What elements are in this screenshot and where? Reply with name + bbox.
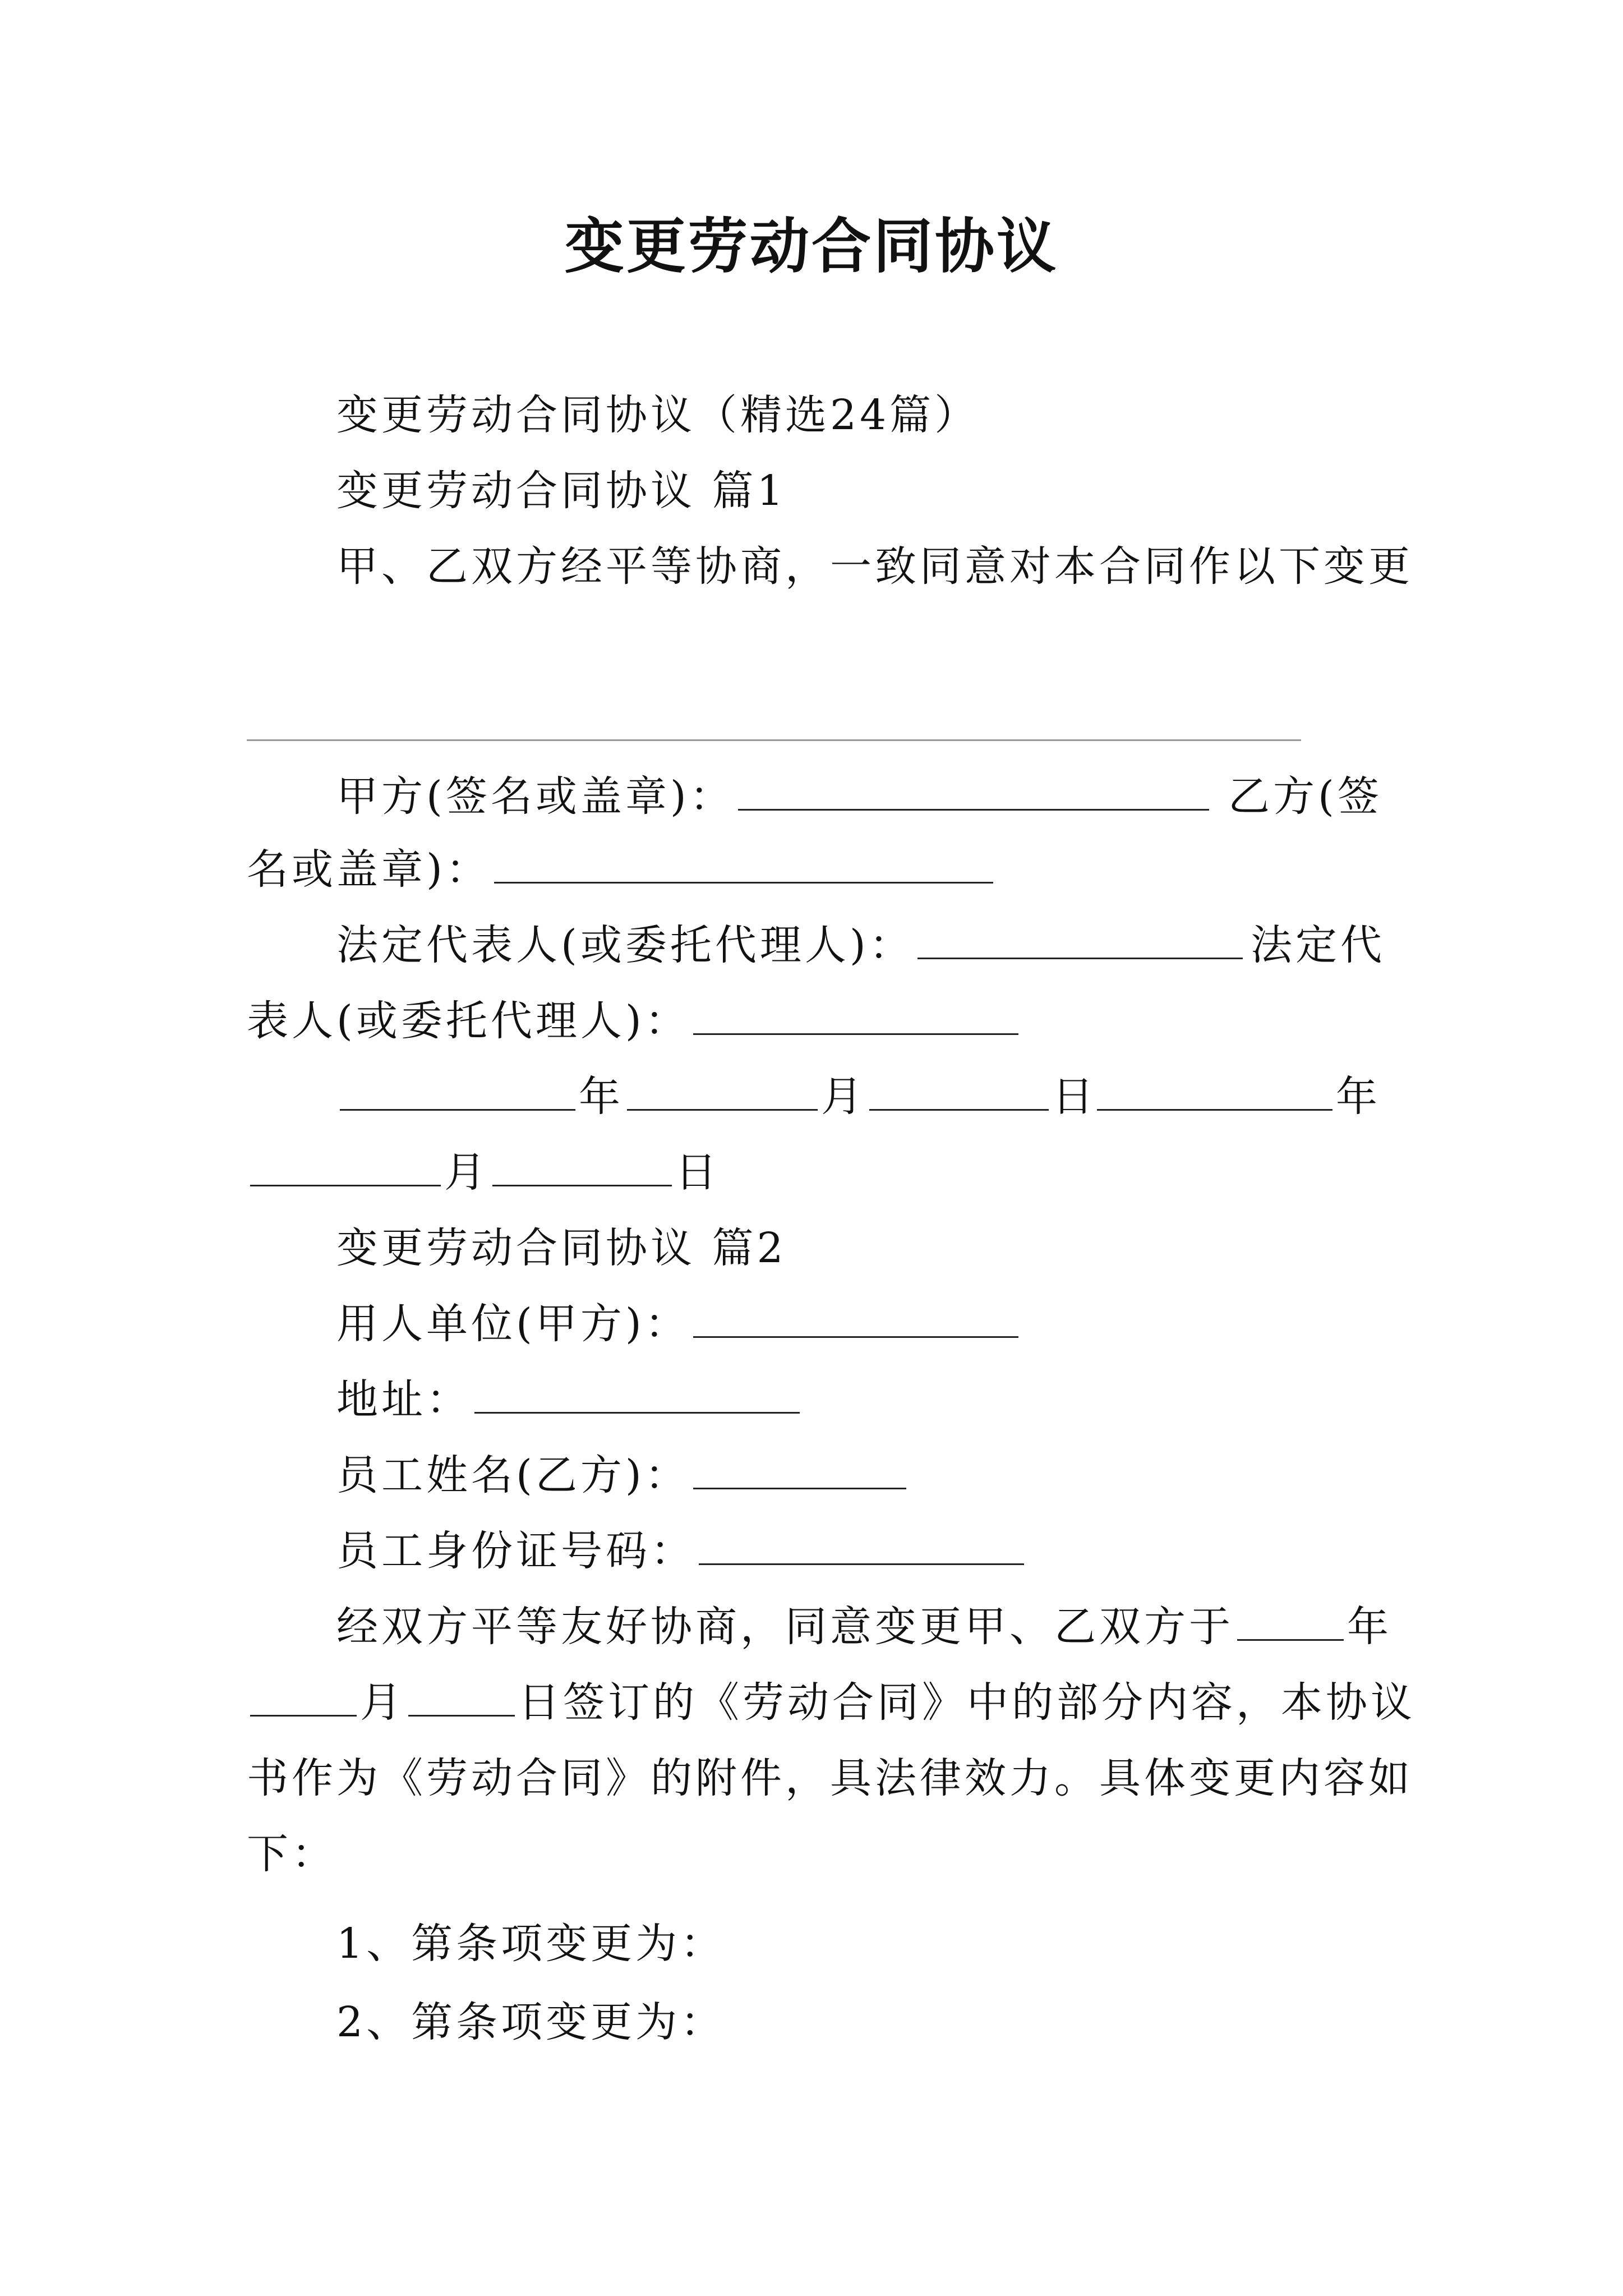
paragraph-text-2: 日签订的《劳动合同》中的部分内容，本协议 <box>518 1678 1415 1727</box>
employer-field[interactable] <box>693 1301 1018 1338</box>
party-b-day-field[interactable] <box>492 1150 672 1186</box>
party-a-sign-field[interactable] <box>738 774 1209 811</box>
year-label: 年 <box>1336 1073 1381 1121</box>
id-number-field[interactable] <box>699 1529 1024 1565</box>
party-a-sign-label: 甲方(签名或盖章)： <box>336 772 735 821</box>
day-label: 日 <box>1052 1073 1097 1121</box>
party-b-rep-field[interactable] <box>693 999 1018 1035</box>
date-row-1-right <box>1094 1069 1381 1125</box>
paragraph-line-4: 下： <box>247 1830 336 1878</box>
party-a-day-field[interactable] <box>869 1074 1049 1111</box>
sign-month-field[interactable] <box>250 1680 357 1717</box>
part1-intro: 甲、乙双方经平等协商，一致同意对本合同作以下变更 <box>336 542 1413 591</box>
id-row <box>336 1523 1027 1579</box>
year-label: 年 <box>579 1073 624 1121</box>
rep-row-2 <box>247 993 1022 1049</box>
party-a-rep-field[interactable] <box>917 923 1243 959</box>
employee-row <box>336 1447 910 1503</box>
part1-heading: 变更劳动合同协议 篇1 <box>336 467 787 515</box>
sign-row-2 <box>247 841 997 898</box>
address-field[interactable] <box>474 1377 800 1414</box>
sign-year-field[interactable] <box>1237 1604 1344 1641</box>
party-b-rep-label-end: 表人(或委托代理人)： <box>247 997 690 1045</box>
party-b-sign-field[interactable] <box>494 847 993 884</box>
date-row-2 <box>247 1144 720 1200</box>
sign-day-field[interactable] <box>408 1680 515 1717</box>
change-item-1: 1、第条项变更为： <box>336 1920 726 1968</box>
employee-label: 员工姓名(乙方)： <box>336 1451 690 1499</box>
paragraph-line-1 <box>336 1599 1392 1655</box>
month-label: 月 <box>444 1148 489 1197</box>
subtitle: 变更劳动合同协议（精选24篇） <box>336 391 980 439</box>
party-a-year-field[interactable] <box>340 1074 575 1111</box>
part2-heading: 变更劳动合同协议 篇2 <box>336 1224 787 1272</box>
month-label: 月 <box>360 1678 405 1727</box>
change-item-2: 2、第条项变更为： <box>336 1998 726 2046</box>
paragraph-line-2 <box>247 1674 1415 1731</box>
address-label: 地址： <box>336 1375 471 1424</box>
party-b-sign-label-end: 名或盖章)： <box>247 845 491 894</box>
sign-row-1 <box>336 769 1212 825</box>
rep-row-1 <box>336 917 1246 973</box>
employer-row <box>336 1296 1022 1352</box>
day-label: 日 <box>675 1148 720 1197</box>
party-a-month-field[interactable] <box>627 1074 818 1111</box>
year-label: 年 <box>1347 1603 1392 1651</box>
paragraph-text-1: 经双方平等友好协商，同意变更甲、乙双方于 <box>336 1603 1234 1651</box>
id-label: 员工身份证号码： <box>336 1527 695 1575</box>
horizontal-rule <box>247 739 1301 741</box>
employer-label: 用人单位(甲方)： <box>336 1300 690 1348</box>
employee-name-field[interactable] <box>693 1453 906 1489</box>
party-b-rep-label-start: 法定代 <box>1251 921 1385 969</box>
date-row-1 <box>336 1069 1097 1125</box>
document-title: 变更劳动合同协议 <box>565 211 1058 281</box>
address-row <box>336 1372 803 1428</box>
party-b-sign-label-start: 乙方(签 <box>1228 772 1382 821</box>
month-label: 月 <box>821 1073 866 1121</box>
paragraph-line-3: 书作为《劳动合同》的附件，具法律效力。具体变更内容如 <box>247 1754 1413 1802</box>
party-b-year-field[interactable] <box>1097 1074 1332 1111</box>
party-b-month-field[interactable] <box>250 1150 441 1186</box>
party-a-rep-label: 法定代表人(或委托代理人)： <box>336 921 914 969</box>
